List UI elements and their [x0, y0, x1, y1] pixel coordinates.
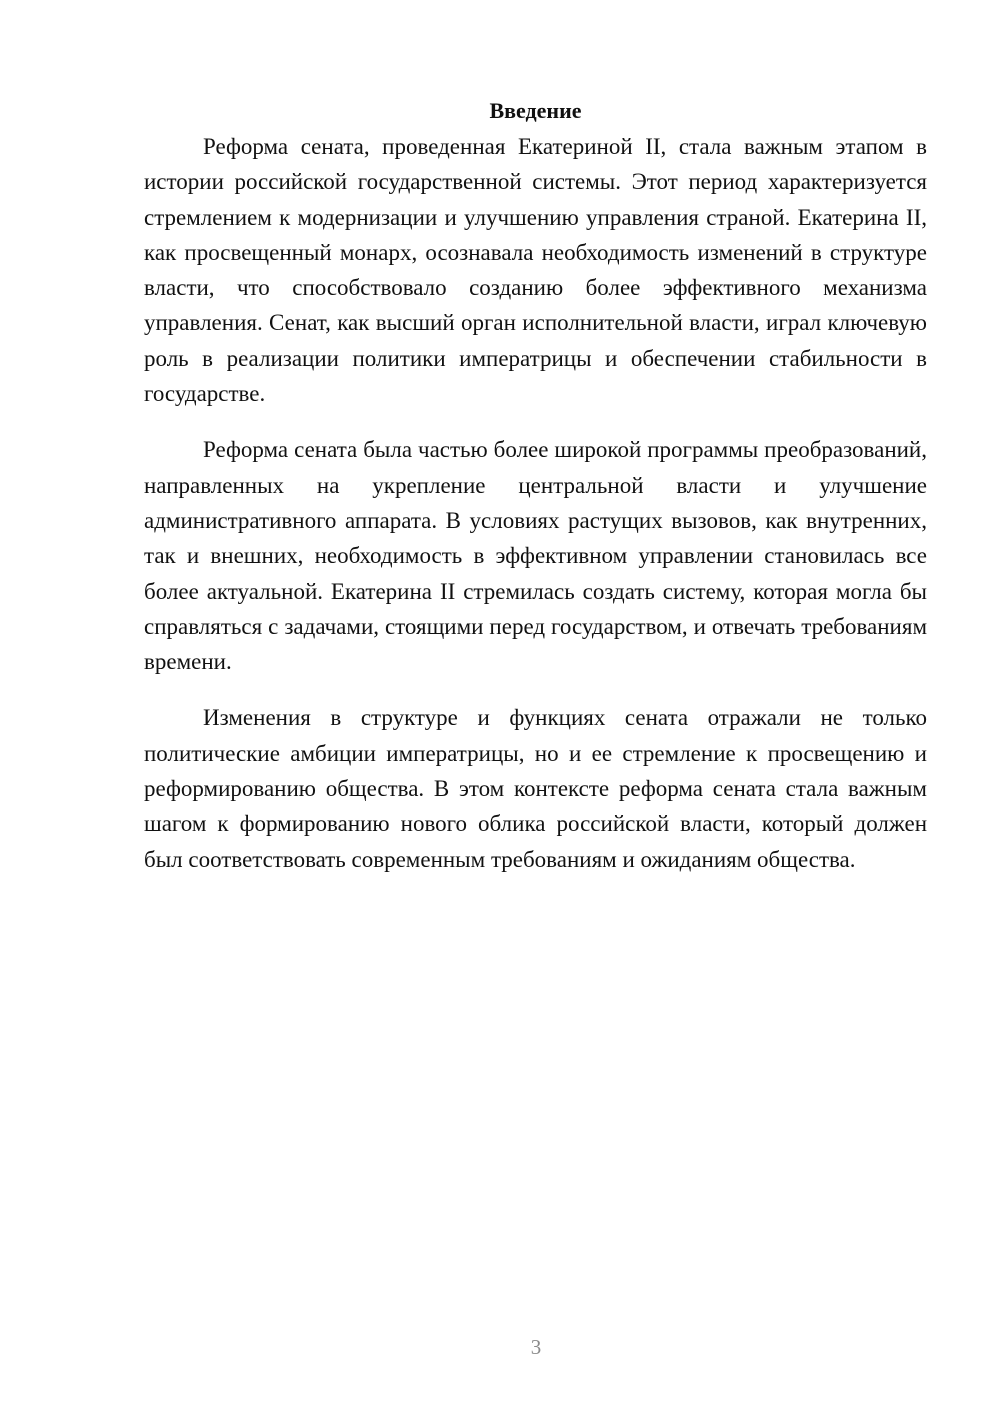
- page-content: [144, 96, 927, 877]
- section-heading: Введение: [489, 98, 582, 123]
- page-number: 3: [530, 1335, 542, 1359]
- paragraph-3: Изменения в структуре и функциях сената отражали не только политические амбиции императрицы, но и ее стремление к просвещению и реформированию общества. В этом контексте реформа сената стала важным шагом к формированию нового облика российской власти, который должен был соответствовать современным требованиям и ожиданиям общества.: [144, 705, 927, 872]
- paragraph-2: Реформа сената была частью более широкой программы преобразований, направленных на укрепление центральной власти и улучшение административного аппарата. В условиях растущих вызовов, как внутренних, так и внешних, необходимость в эффективном управлении становилась все более актуальной. Екатерина II стремилась создать систему, которая могла бы справляться с задачами, стоящими перед государством, и отвечать требованиям времени.: [144, 437, 927, 675]
- paragraph-1: Реформа сената, проведенная Екатериной II, стала важным этапом в истории российской государственной системы. Этот период характеризуется стремлением к модернизации и улучшению управления страной. Екатерина II, как просвещенный монарх, осознавала необходимость изменений в структуре власти, что способствовало созданию более эффективного механизма управления. Сенат, как высший орган исполнительной власти, играл ключевую роль в реализации политики императрицы и обеспечении стабильности в государстве.: [144, 134, 927, 407]
